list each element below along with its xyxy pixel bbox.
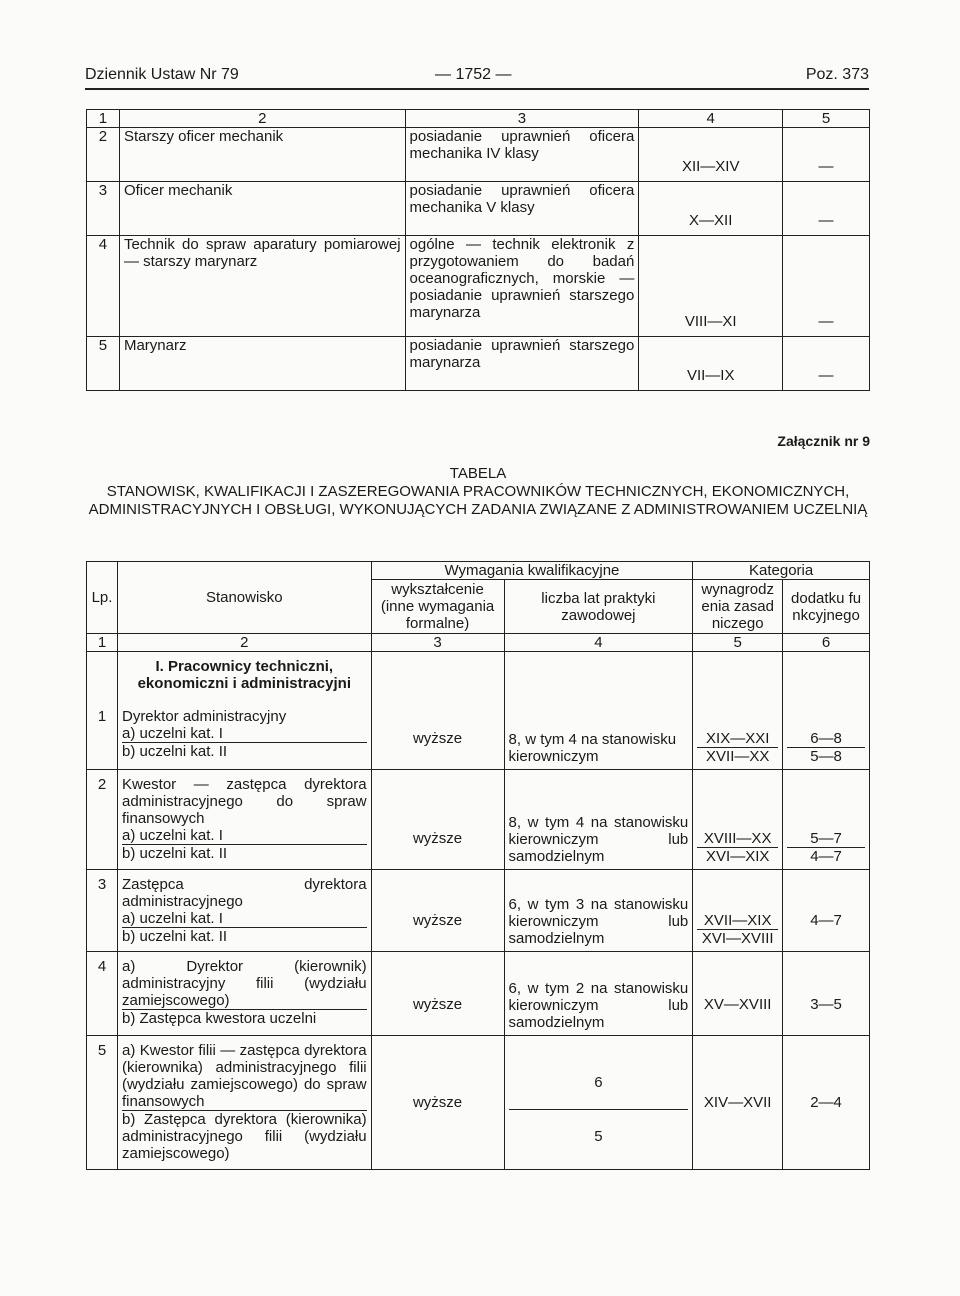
- row-title: Zastępca dyrektora administracyjnego: [121, 876, 367, 910]
- row-allowance: —: [783, 182, 870, 236]
- row-position: Marynarz: [119, 337, 405, 391]
- col-num: 2: [119, 110, 405, 128]
- row-category: VII—IX: [639, 337, 783, 391]
- journal-title: Dziennik Ustaw Nr 79: [85, 66, 239, 83]
- col-num: 6: [783, 634, 870, 652]
- row-sub-b: b) Zastępca dyrektora (kierownika) administracyjnego filii (wydziału zamiejscowego): [121, 1111, 367, 1162]
- col-num: 4: [639, 110, 783, 128]
- experience-b: 5: [594, 1128, 603, 1145]
- header-education: wykształcenie (inne wymagania formalne): [371, 580, 504, 634]
- header-requirements: Wymagania kwalifikacyjne: [371, 562, 693, 580]
- col-num: 5: [693, 634, 783, 652]
- row-lp: 5: [87, 1036, 118, 1170]
- positions-table: [86, 561, 870, 1170]
- allowance-a: 5—7: [787, 830, 865, 848]
- row-allowance: —: [783, 236, 870, 337]
- header-category: Kategoria: [693, 562, 870, 580]
- row-allowance: 2—4: [783, 1036, 870, 1170]
- row-category: X—XII: [639, 182, 783, 236]
- annex-label: Załącznik nr 9: [777, 433, 870, 449]
- row-requirement: posiadanie uprawnień oficera mechanika IV klasy: [405, 128, 639, 182]
- salary-a: XVIII—XX: [697, 830, 778, 848]
- col-num: 5: [783, 110, 870, 128]
- header-salary: wynagrodzenia zasadniczego: [693, 580, 783, 634]
- col-num: 1: [87, 110, 120, 128]
- row-allowance: —: [783, 128, 870, 182]
- header-allowance: dodatku funkcyjnego: [783, 580, 870, 634]
- row-category: XII—XIV: [639, 128, 783, 182]
- row-experience: [504, 1036, 693, 1170]
- row-lp: 4: [87, 952, 118, 1036]
- row-lp: 2: [87, 770, 118, 870]
- row-requirement: ogólne — technik elektronik z przygotowaniem do badań oceanograficznych, morskie — posiadanie uprawnień starszego marynarza: [405, 236, 639, 337]
- row-lp: 3: [87, 182, 120, 236]
- allowance-b: 5—8: [810, 748, 842, 765]
- row-requirement: posiadanie uprawnień oficera mechanika V klasy: [405, 182, 639, 236]
- col-num: 3: [405, 110, 639, 128]
- header-experience: liczba lat praktyki zawodowej: [504, 580, 693, 634]
- row-sub-a: a) uczelni kat. I: [122, 910, 367, 928]
- allowance-a: 6—8: [787, 730, 865, 748]
- row-experience: 6, w tym 3 na stanowisku kierowniczym lub samodzielnym: [504, 870, 693, 952]
- row-position: Technik do spraw aparatury pomiarowej — starszy marynarz: [119, 236, 405, 337]
- col-num: 4: [504, 634, 693, 652]
- row-title: Kwestor — zastępca dyrektora administracyjnego do spraw finansowych: [121, 776, 367, 827]
- row-title: Dyrektor administracyjny: [121, 707, 287, 725]
- row-salary: XV—XVIII: [693, 952, 783, 1036]
- salary-a: XVII—XIX: [697, 912, 778, 930]
- row-sub-a: a) uczelni kat. I: [122, 725, 367, 743]
- row-allowance: 4—7: [783, 870, 870, 952]
- allowance-b: 4—7: [810, 848, 842, 865]
- row-experience: 8, w tym 4 na stanowisku kierowniczym: [504, 702, 693, 770]
- row-allowance: [783, 770, 870, 870]
- row-sub-b: b) uczelni kat. II: [121, 742, 228, 760]
- row-education: wyższe: [371, 1036, 504, 1170]
- salary-b: XVI—XIX: [706, 848, 770, 865]
- salary-b: XVI—XVIII: [701, 930, 774, 947]
- header-lp: Lp.: [87, 562, 118, 634]
- row-requirement: posiadanie uprawnień starszego marynarza: [405, 337, 639, 391]
- row-salary: [693, 702, 783, 770]
- row-education: wyższe: [371, 952, 504, 1036]
- page-header: [85, 66, 869, 90]
- row-sub-b: b) uczelni kat. II: [121, 928, 228, 945]
- row-position: [117, 952, 371, 1036]
- row-allowance: 3—5: [783, 952, 870, 1036]
- row-sub-a: a) Kwestor filii — zastępca dyrektora (kierownika) administracyjnego filii (wydziału zamiejscowego) do spraw finansowych: [121, 1042, 367, 1110]
- salary-b: XVII—XX: [706, 748, 770, 765]
- row-position: Starszy oficer mechanik: [119, 128, 405, 182]
- section-heading: I. Pracownicy techniczni, ekonomiczni i administracyjni: [117, 652, 371, 702]
- row-category: VIII—XI: [639, 236, 783, 337]
- position-number: Poz. 373: [805, 66, 869, 83]
- row-lp: 3: [87, 870, 118, 952]
- title-word: TABELA: [449, 465, 507, 482]
- row-sub-b: b) uczelni kat. II: [121, 845, 228, 862]
- col-num: 2: [117, 634, 371, 652]
- row-salary: XIV—XVII: [693, 1036, 783, 1170]
- row-position: [117, 870, 371, 952]
- row-sub-b: b) Zastępca kwestora uczelni: [121, 1010, 317, 1027]
- col-num: 3: [371, 634, 504, 652]
- row-salary: [693, 770, 783, 870]
- experience-a: 6: [509, 1074, 689, 1110]
- row-education: wyższe: [371, 870, 504, 952]
- top-table: [86, 109, 870, 391]
- col-num: 1: [87, 634, 118, 652]
- row-lp: 2: [87, 128, 120, 182]
- row-lp: 5: [87, 337, 120, 391]
- row-position: Oficer mechanik: [119, 182, 405, 236]
- page-number: — 1752 —: [435, 66, 512, 83]
- row-position: [117, 1036, 371, 1170]
- row-lp: 4: [87, 236, 120, 337]
- row-education: wyższe: [371, 770, 504, 870]
- row-sub-a: a) uczelni kat. I: [122, 827, 367, 845]
- row-position: [117, 770, 371, 870]
- row-education: wyższe: [371, 702, 504, 770]
- table-title: [86, 465, 870, 519]
- row-allowance: —: [783, 337, 870, 391]
- row-experience: 6, w tym 2 na stanowisku kierowniczym lub samodzielnym: [504, 952, 693, 1036]
- row-experience: 8, w tym 4 na stanowisku kierowniczym lub samodzielnym: [504, 770, 693, 870]
- row-sub-a: a) Dyrektor (kierownik) administracyjny filii (wydziału zamiejscowego): [121, 958, 367, 1009]
- header-position: Stanowisko: [117, 562, 371, 634]
- row-position: [117, 702, 371, 770]
- row-salary: [693, 870, 783, 952]
- row-lp: 1: [87, 702, 118, 770]
- salary-a: XIX—XXI: [697, 730, 778, 748]
- title-text: STANOWISK, KWALIFIKACJI I ZASZEREGOWANIA PRACOWNIKÓW TECHNICZNYCH, EKONOMICZNYCH, ADMINISTRACYJNYCH I OBSŁUGI, WYKONUJĄCYCH ZADANIA ZWIĄZANE Z ADMINISTROWANIEM UCZELNIĄ: [88, 483, 868, 518]
- row-allowance: [783, 702, 870, 770]
